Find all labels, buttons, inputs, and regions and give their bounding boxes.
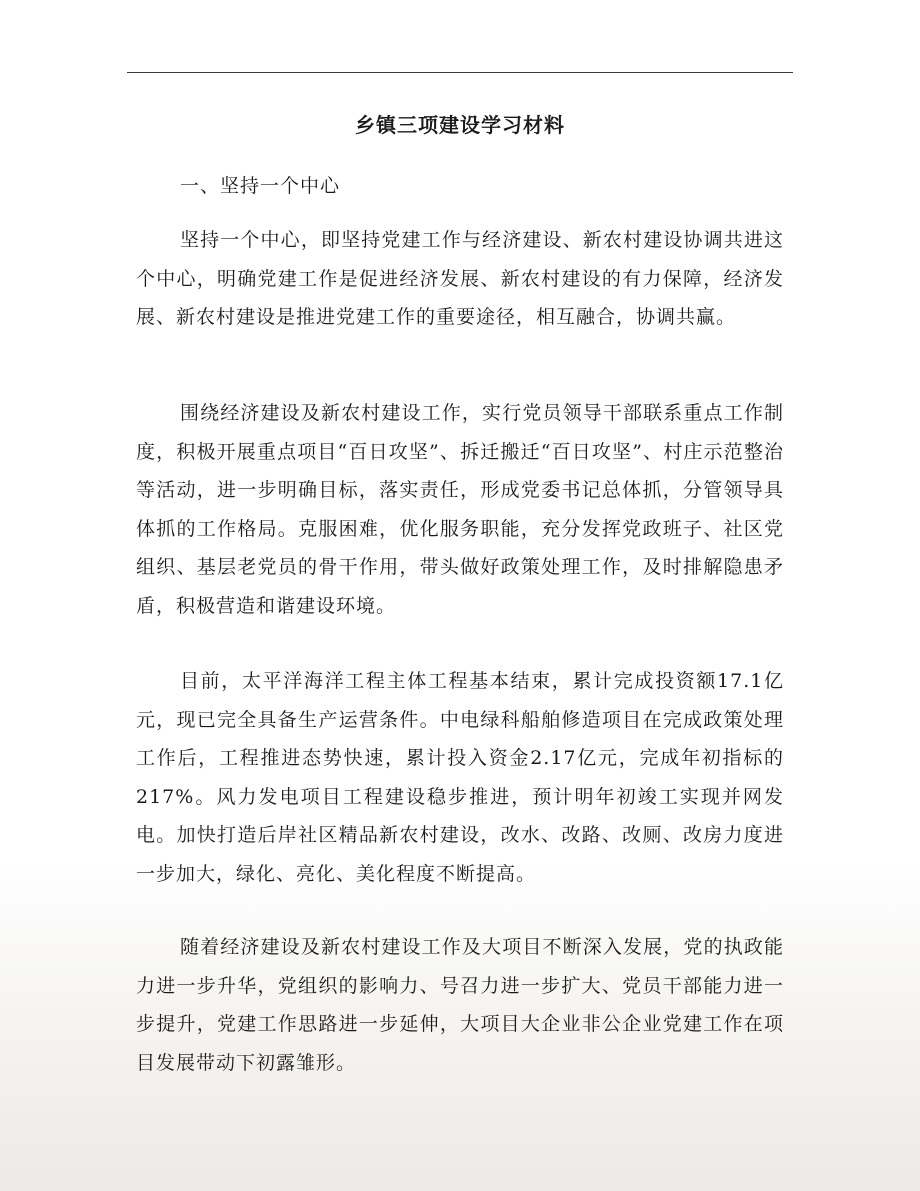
section-heading: 一、坚持一个中心 (180, 175, 341, 197)
paragraph: 随着经济建设及新农村建设工作及大项目不断深入发展，党的执政能力进一步升华，党组织的影响力、号召力进一步扩大、党员干部能力进一步提升，党建工作思路进一步延伸，大项目大企业非公企业党建工作在项目发展带动下初露雏形。 (136, 936, 784, 1074)
document-title: 乡镇三项建设学习材料 (355, 113, 565, 137)
paragraph: 目前，太平洋海洋工程主体工程基本结束，累计完成投资额17.1亿元，现已完全具备生产运营条件。中电绿科船舶修造项目在完成政策处理工作后，工程推进态势快速，累计投入资金2.17亿元，完成年初指标的217%。风力发电项目工程建设稳步推进，预计明年初竣工实现并网发电。加快打造后岸社区精品新农村建设，改水、改路、改厕、改房力度进一步加大，绿化、亮化、美化程度不断提高。 (136, 670, 784, 885)
paragraph: 围绕经济建设及新农村建设工作，实行党员领导干部联系重点工作制度，积极开展重点项目“百日攻坚”、拆迁搬迁“百日攻坚”、村庄示范整治等活动，进一步明确目标，落实责任，形成党委书记总体抓，分管领导具体抓的工作格局。克服困难，优化服务职能，充分发挥党政班子、社区党组织、基层老党员的骨干作用，带头做好政策处理工作，及时排解隐患矛盾，积极营造和谐建设环境。 (136, 402, 784, 617)
paragraph: 坚持一个中心，即坚持党建工作与经济建设、新农村建设协调共进这个中心，明确党建工作是促进经济发展、新农村建设的有力保障，经济发展、新农村建设是推进党建工作的重要途径，相互融合，协调共赢。 (136, 229, 784, 328)
header-rule (127, 72, 793, 73)
